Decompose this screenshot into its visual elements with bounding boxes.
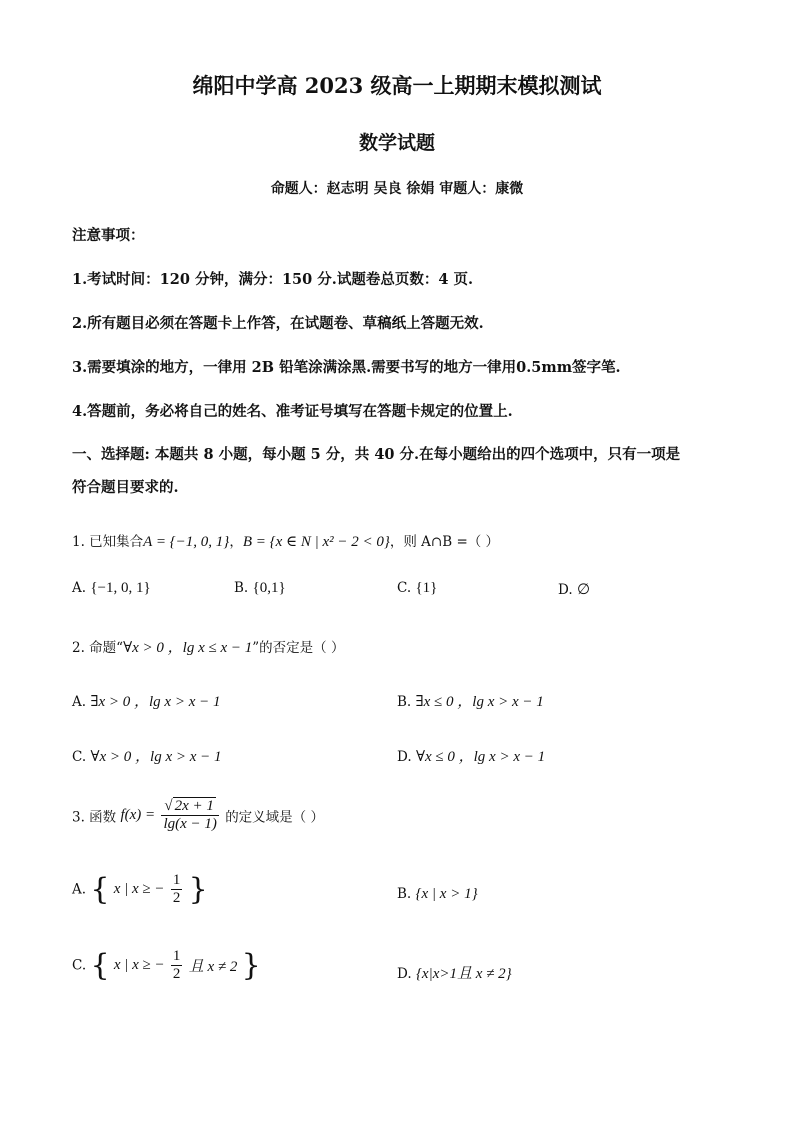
exam-subtitle: 数学试题 — [358, 132, 435, 154]
fraction-denominator: 2 — [172, 890, 181, 906]
q3-option-c — [72, 948, 261, 983]
option-letter: C. — [397, 580, 412, 596]
fraction-denominator: 2 — [172, 966, 181, 982]
option-letter: D. — [558, 582, 573, 598]
section-heading-line-2: 符合题目要求的. — [72, 479, 179, 496]
q2-suffix: ”的否定是（ ） — [252, 640, 345, 656]
question-3-stem — [72, 798, 324, 833]
option-text: x | x ≥ − — [113, 957, 165, 973]
q3-suffix: 的定义域是（ ） — [225, 809, 324, 826]
option-text-suffix: 且 x ≠ 2 — [188, 959, 238, 975]
option-letter: A. — [72, 881, 87, 898]
option-letter: C. — [72, 957, 87, 974]
option-text: {x|x>1且 x ≠ 2} — [415, 966, 512, 982]
q1-option-d — [558, 580, 590, 599]
q2-option-a — [72, 690, 221, 711]
section-heading-line-1: 一、选择题: 本题共 8 小题，每小题 5 分，共 40 分.在每小题给出的四个选项中，只有一项是 — [72, 446, 681, 463]
right-brace: } — [241, 948, 261, 983]
option-text: ∀x > 0 ，lg x > x − 1 — [90, 749, 222, 765]
q3-numerator: √ 2x + 1 — [161, 798, 218, 816]
left-brace: { — [90, 948, 110, 983]
option-text: {−1, 0, 1} — [90, 580, 151, 596]
notes-heading: 注意事项： — [72, 227, 145, 244]
option-letter: A. — [72, 580, 87, 596]
q2-option-c — [72, 745, 222, 766]
option-text: ∃x > 0 ，lg x > x − 1 — [90, 694, 221, 710]
q3-denominator: lg(x − 1) — [163, 816, 217, 832]
option-text: {1} — [415, 580, 438, 596]
option-text: ∅ — [576, 582, 591, 598]
note-item-2: 2.所有题目必须在答题卡上作答，在试题卷、草稿纸上答题无效. — [72, 315, 484, 332]
option-text: ∃x ≤ 0 ，lg x > x − 1 — [415, 694, 544, 710]
question-2-stem — [72, 636, 344, 657]
option-text: x | x ≥ − — [113, 881, 165, 897]
q1-suffix: ，则 A∩B =（ ） — [389, 534, 500, 550]
q3-fraction — [161, 798, 218, 833]
q1-set-b: B = {x ∈ N | x² − 2 < 0} — [242, 534, 390, 550]
option-text: {0,1} — [252, 580, 286, 596]
q1-option-c — [397, 580, 437, 597]
note-item-1: 1.考试时间：120 分钟，满分：150 分.试题卷总页数：4 页. — [72, 271, 473, 288]
q2-prefix: 2. 命题“ — [72, 640, 124, 656]
q1-option-b — [234, 580, 286, 597]
question-1-stem — [72, 530, 499, 551]
right-brace: } — [188, 872, 208, 907]
note-item-4: 4.答题前，务必将自己的姓名、准考证号填写在答题卡规定的位置上. — [72, 403, 513, 420]
q3-radicand: 2x + 1 — [174, 798, 214, 814]
option-letter: D. — [397, 749, 412, 765]
fraction-numerator: 1 — [172, 948, 181, 964]
option-letter: A. — [72, 694, 87, 710]
q3-prefix: 3. 函数 — [72, 809, 117, 826]
q1-prefix: 1. 已知集合 — [72, 534, 144, 550]
authors-line: 命题人：赵志明 吴良 徐娟 审题人：康微 — [270, 181, 524, 197]
q3-func-lhs: f(x) = — [120, 807, 156, 823]
q2-option-b — [397, 690, 544, 711]
note-item-3: 3.需要填涂的地方，一律用 2B 铅笔涂满涂黑.需要书写的地方一律用0.5mm签字笔. — [72, 359, 621, 376]
q2-option-d — [397, 745, 545, 766]
option-fraction — [171, 872, 183, 907]
exam-title: 绵阳中学高 2023 级高一上期期末模拟测试 — [192, 73, 602, 98]
option-letter: D. — [397, 966, 412, 982]
option-letter: B. — [234, 580, 249, 596]
q1-set-a: A = {−1, 0, 1} — [143, 534, 230, 550]
left-brace: { — [90, 872, 110, 907]
q3-option-d — [397, 962, 512, 983]
option-letter: C. — [72, 749, 87, 765]
fraction-numerator: 1 — [172, 872, 181, 888]
option-fraction — [171, 948, 183, 983]
q2-math: ∀x > 0 ，lg x ≤ x − 1 — [123, 640, 253, 656]
option-letter: B. — [397, 886, 412, 902]
q3-option-b — [397, 886, 478, 903]
option-letter: B. — [397, 694, 412, 710]
q1-option-a — [72, 580, 151, 597]
q3-option-a — [72, 872, 208, 907]
q1-sep: ， — [229, 534, 243, 550]
option-text: {x | x > 1} — [415, 886, 478, 902]
option-text: ∀x ≤ 0 ，lg x > x − 1 — [415, 749, 546, 765]
